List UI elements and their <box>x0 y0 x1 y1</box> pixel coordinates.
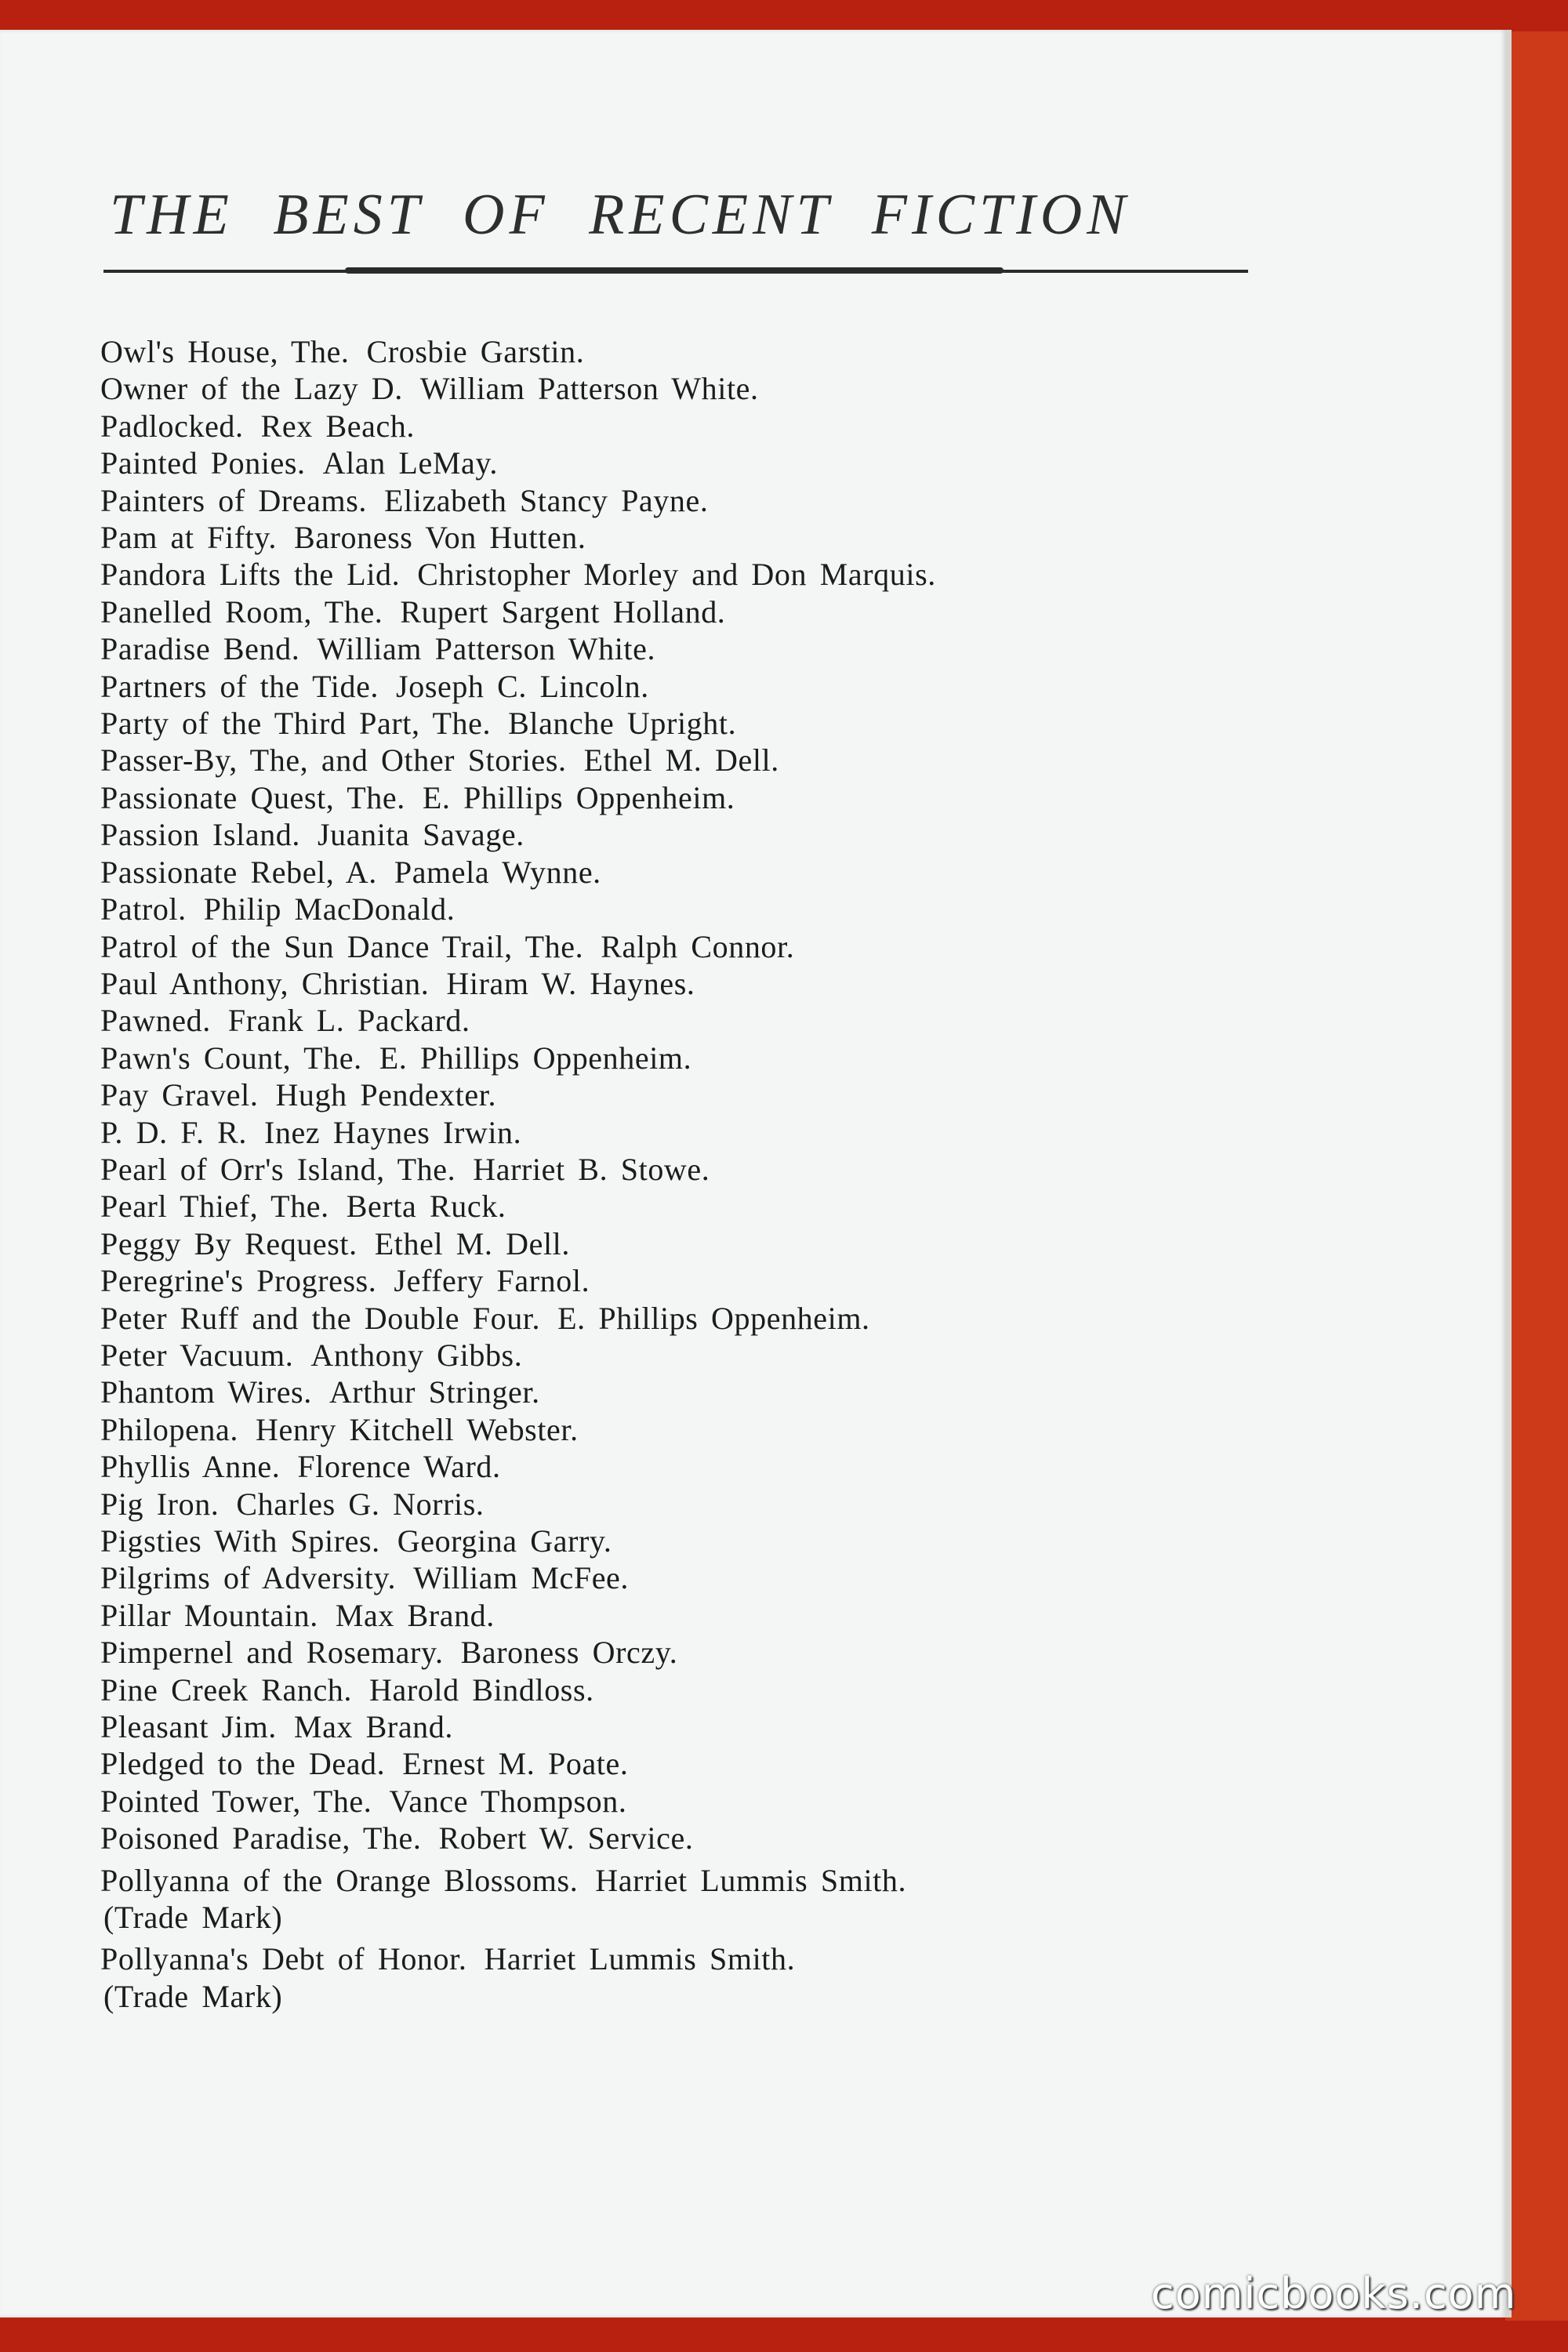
book-title: P. D. F. R. <box>100 1114 248 1150</box>
book-title: Owl's House, The. <box>100 334 350 369</box>
book-author: Baroness Orczy. <box>460 1635 678 1671</box>
book-title: Patrol. <box>100 891 187 927</box>
book-entry <box>100 556 1355 593</box>
book-entry <box>100 1862 1355 1936</box>
book-entry <box>100 816 1355 853</box>
book-entry <box>100 1940 1355 2015</box>
book-title: Pledged to the Dead. <box>100 1746 386 1782</box>
book-title: Pam at Fifty. <box>100 520 277 556</box>
book-author: Rex Beach. <box>260 408 415 444</box>
book-author: Rupert Sargent Holland. <box>400 593 726 630</box>
book-title: Peter Vacuum. <box>100 1337 294 1373</box>
book-entry <box>100 742 1355 779</box>
book-author: Georgina Garry. <box>397 1523 612 1559</box>
book-entry <box>100 1671 1355 1708</box>
book-author: Henry Kitchell Webster. <box>255 1411 579 1447</box>
book-author: Pamela Wynne. <box>394 854 601 890</box>
book-title: Pilgrims of Adversity. <box>100 1560 397 1596</box>
book-title: Pollyanna of the Orange Blossoms. <box>100 1862 579 1898</box>
book-author: Arthur Stringer. <box>328 1374 540 1410</box>
watermark: comicbooks.com <box>1151 2269 1517 2318</box>
book-entry <box>100 445 1355 481</box>
book-entry <box>100 779 1355 816</box>
book-title: Pine Creek Ranch. <box>100 1671 353 1708</box>
book-title: Passionate Rebel, A. <box>100 854 377 890</box>
book-title: Paul Anthony, Christian. <box>100 965 430 1001</box>
book-author: Harriet Lummis Smith. <box>484 1941 796 1977</box>
book-entry <box>100 1634 1355 1671</box>
book-title: Poisoned Paradise, The. <box>100 1820 422 1857</box>
book-entry <box>100 1448 1355 1485</box>
book-entry <box>100 1783 1355 1820</box>
page-edge <box>1507 30 1512 2318</box>
book-title: Pay Gravel. <box>100 1077 259 1113</box>
book-author: Crosbie Garstin. <box>366 334 585 369</box>
book-entry <box>100 1262 1355 1299</box>
book-entry <box>100 1002 1355 1039</box>
trade-mark-note: (Trade Mark) <box>103 1900 283 1936</box>
book-title: Painters of Dreams. <box>100 482 367 518</box>
book-entry <box>100 1708 1355 1745</box>
book-entry <box>100 593 1355 630</box>
book-entry <box>100 1076 1355 1113</box>
book-author: Blanche Upright. <box>508 706 737 742</box>
book-title: Phyllis Anne. <box>100 1449 281 1485</box>
book-author: Alan LeMay. <box>322 445 498 481</box>
book-title: Pandora Lifts the Lid. <box>100 557 401 593</box>
book-entry <box>100 519 1355 556</box>
book-title: Partners of the Tide. <box>100 668 379 704</box>
book-author: Harriet Lummis Smith. <box>595 1862 907 1898</box>
book-cover-edge <box>1505 31 1568 2321</box>
book-title: Padlocked. <box>100 408 244 444</box>
book-entry <box>100 1374 1355 1410</box>
book-author: Ernest M. Poate. <box>402 1746 629 1782</box>
book-author: Vance Thompson. <box>389 1783 627 1819</box>
book-author: Ethel M. Dell. <box>374 1225 570 1261</box>
book-entry <box>100 1597 1355 1634</box>
book-author: Baroness Von Hutten. <box>293 520 586 556</box>
book-author: Hugh Pendexter. <box>275 1077 497 1113</box>
heading-rule-ornament <box>345 267 1004 274</box>
book-author: Max Brand. <box>293 1709 453 1745</box>
book-author: Harriet B. Stowe. <box>473 1151 710 1187</box>
book-entry <box>100 370 1355 407</box>
book-author: William Patterson White. <box>317 631 656 667</box>
book-title: Passionate Quest, The. <box>100 779 405 815</box>
book-title: Party of the Third Part, The. <box>100 706 492 742</box>
book-author: E. Phillips Oppenheim. <box>422 779 735 815</box>
book-entry <box>100 1411 1355 1448</box>
book-title: Passion Island. <box>100 817 300 853</box>
book-entry <box>100 1337 1355 1374</box>
book-title: Pointed Tower, The. <box>100 1783 372 1819</box>
book-title: Peregrine's Progress. <box>100 1263 377 1299</box>
book-title: Pigsties With Spires. <box>100 1523 380 1559</box>
book-entry <box>100 928 1355 965</box>
book-author: Berta Ruck. <box>346 1189 506 1225</box>
book-author: Florence Ward. <box>297 1449 501 1485</box>
book-title: Pig Iron. <box>100 1486 220 1522</box>
book-author: Hiram W. Haynes. <box>446 965 695 1001</box>
book-entry <box>100 1114 1355 1151</box>
book-entry <box>100 1188 1355 1225</box>
book-title: Pillar Mountain. <box>100 1597 318 1633</box>
book-author: E. Phillips Oppenheim. <box>379 1040 692 1076</box>
book-list <box>100 333 1355 2015</box>
book-title: Phantom Wires. <box>100 1374 312 1410</box>
book-title: Pawned. <box>100 1003 211 1039</box>
book-title: Philopena. <box>100 1411 238 1447</box>
book-entry <box>100 854 1355 891</box>
book-entry <box>100 482 1355 519</box>
trade-mark-note: (Trade Mark) <box>103 1978 283 2014</box>
book-author: Ralph Connor. <box>601 928 795 964</box>
book-title: Pawn's Count, The. <box>100 1040 362 1076</box>
book-author: Elizabeth Stancy Payne. <box>383 482 709 518</box>
book-entry <box>100 1151 1355 1188</box>
book-title: Peggy By Request. <box>100 1225 358 1261</box>
book-title: Peter Ruff and the Double Four. <box>100 1300 541 1336</box>
book-entry <box>100 630 1355 667</box>
book-title: Panelled Room, The. <box>100 593 383 630</box>
book-entry <box>100 1523 1355 1559</box>
book-title: Patrol of the Sun Dance Trail, The. <box>100 928 584 964</box>
book-author: Harold Bindloss. <box>369 1671 594 1708</box>
book-author: E. Phillips Oppenheim. <box>557 1300 870 1336</box>
book-entry <box>100 1225 1355 1262</box>
book-title: Painted Ponies. <box>100 445 306 481</box>
book-author: Frank L. Packard. <box>227 1003 470 1039</box>
book-author: William McFee. <box>413 1560 630 1596</box>
book-author: Inez Haynes Irwin. <box>264 1114 522 1150</box>
book-entry <box>100 1820 1355 1857</box>
book-author: Juanita Savage. <box>318 817 524 853</box>
book-title: Passer-By, The, and Other Stories. <box>100 742 567 779</box>
book-author: Christopher Morley and Don Marquis. <box>417 557 936 593</box>
book-entry <box>100 965 1355 1002</box>
book-title: Pearl Thief, The. <box>100 1189 329 1225</box>
book-title: Pollyanna's Debt of Honor. <box>100 1941 467 1977</box>
book-author: Joseph C. Lincoln. <box>396 668 649 704</box>
book-entry <box>100 333 1355 370</box>
book-title: Pearl of Orr's Island, The. <box>100 1151 456 1187</box>
book-author: Jeffery Farnol. <box>394 1263 590 1299</box>
book-author: Anthony Gibbs. <box>310 1337 523 1373</box>
book-entry <box>100 891 1355 927</box>
book-entry <box>100 1745 1355 1782</box>
book-entry <box>100 1300 1355 1337</box>
book-author: Charles G. Norris. <box>236 1486 485 1522</box>
book-author: William Patterson White. <box>419 371 759 407</box>
book-entry <box>100 408 1355 445</box>
book-title: Pimpernel and Rosemary. <box>100 1635 444 1671</box>
page-heading: THE BEST OF RECENT FICTION <box>110 183 1131 247</box>
book-entry <box>100 1040 1355 1076</box>
book-entry <box>100 1559 1355 1596</box>
book-author: Philip MacDonald. <box>203 891 456 927</box>
book-title: Paradise Bend. <box>100 631 300 667</box>
book-author: Max Brand. <box>335 1597 495 1633</box>
book-title: Owner of the Lazy D. <box>100 371 403 407</box>
book-entry <box>100 1486 1355 1523</box>
book-author: Robert W. Service. <box>438 1820 694 1857</box>
book-title: Pleasant Jim. <box>100 1709 277 1745</box>
book-entry <box>100 705 1355 742</box>
book-entry <box>100 668 1355 705</box>
book-author: Ethel M. Dell. <box>583 742 779 779</box>
